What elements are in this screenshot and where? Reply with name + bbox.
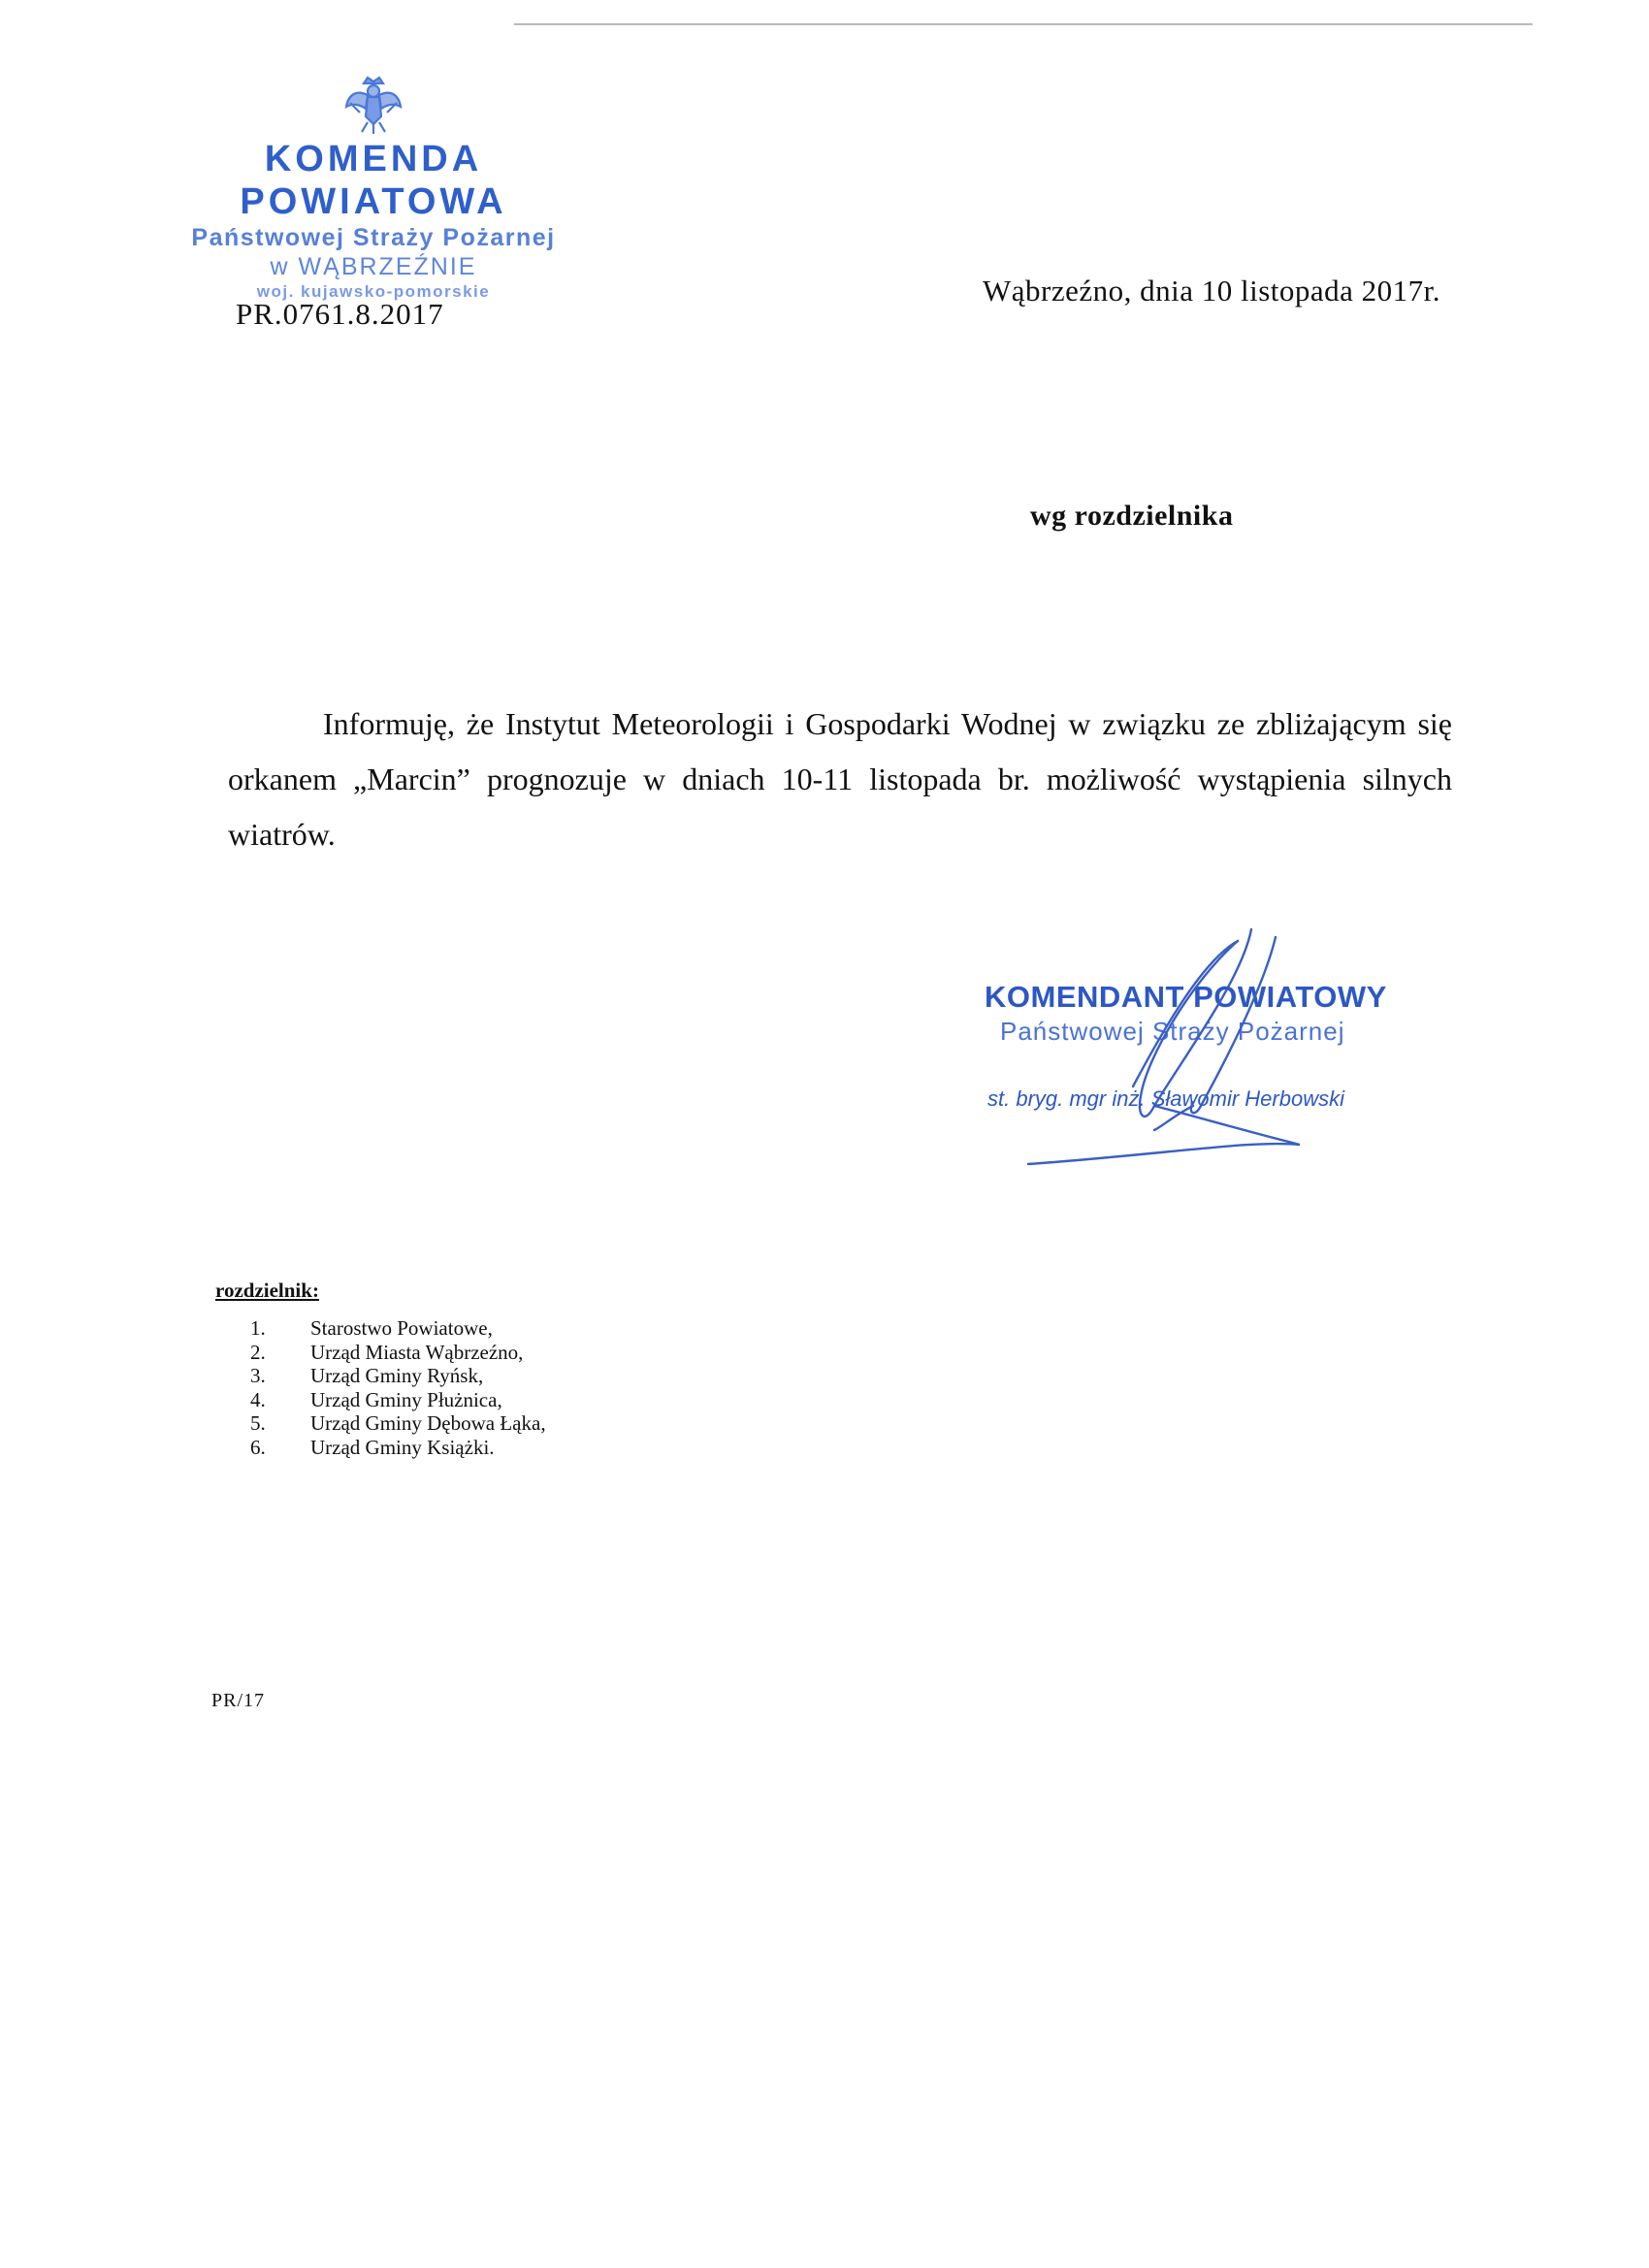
stamp-title: KOMENDA POWIATOWA [240,139,507,222]
list-item-number: 5. [250,1411,266,1435]
list-item-text: Urząd Gminy Książki. [310,1435,495,1459]
letter-body [228,697,1452,862]
header-stamp [165,74,582,303]
body-paragraph: Informuję, że Instytut Meteorologii i Gospodarki Wodnej w związku ze zbliżającym się orkanem „Marcin” prognozuje w dniach 10-11 listopada br. możliwość wystąpienia silnych wiatrów. [228,706,1452,852]
stamp-region: woj. kujawsko-pomorskie [256,282,491,301]
list-item-text: Urząd Gminy Płużnica, [310,1387,502,1411]
list-item-text: Urząd Gminy Dębowa Łąka, [310,1411,546,1435]
list-item [250,1411,546,1436]
list-item [250,1316,546,1341]
stamp-city: w WĄBRZEŹNIE [270,253,477,280]
list-item-number: 6. [250,1435,266,1459]
list-item [250,1341,546,1365]
list-item-number: 1. [250,1316,266,1340]
footer-code: PR/17 [211,1690,266,1711]
list-item-number: 4. [250,1387,266,1411]
addressee: wg rozdzielnika [1030,500,1234,532]
list-item [250,1364,546,1388]
handwritten-signature-icon [1009,922,1339,1174]
reference-number: PR.0761.8.2017 [236,297,444,331]
distribution-list [250,1316,546,1459]
scan-edge-line [514,23,1533,25]
date-line: Wąbrzeźno, dnia 10 listopada 2017r. [983,274,1441,308]
signature-subtitle: Państwowej Straży Pożarnej [1000,1017,1345,1046]
list-item-text: Starostwo Powiatowe, [310,1316,493,1340]
signature-name: st. bryg. mgr inż. Sławomir Herbowski [987,1086,1344,1111]
distribution-title: rozdzielnik: [215,1279,319,1302]
list-item-text: Urząd Miasta Wąbrzeźno, [310,1340,524,1364]
list-item [250,1388,546,1412]
list-item [250,1436,546,1460]
stamp-subtitle: Państwowej Straży Pożarnej [191,224,556,251]
polish-eagle-icon [342,74,404,136]
list-item-text: Urząd Gminy Ryńsk, [310,1364,484,1387]
list-item-number: 2. [250,1340,266,1364]
signature-title: KOMENDANT POWIATOWY [985,980,1387,1014]
list-item-number: 3. [250,1364,266,1387]
